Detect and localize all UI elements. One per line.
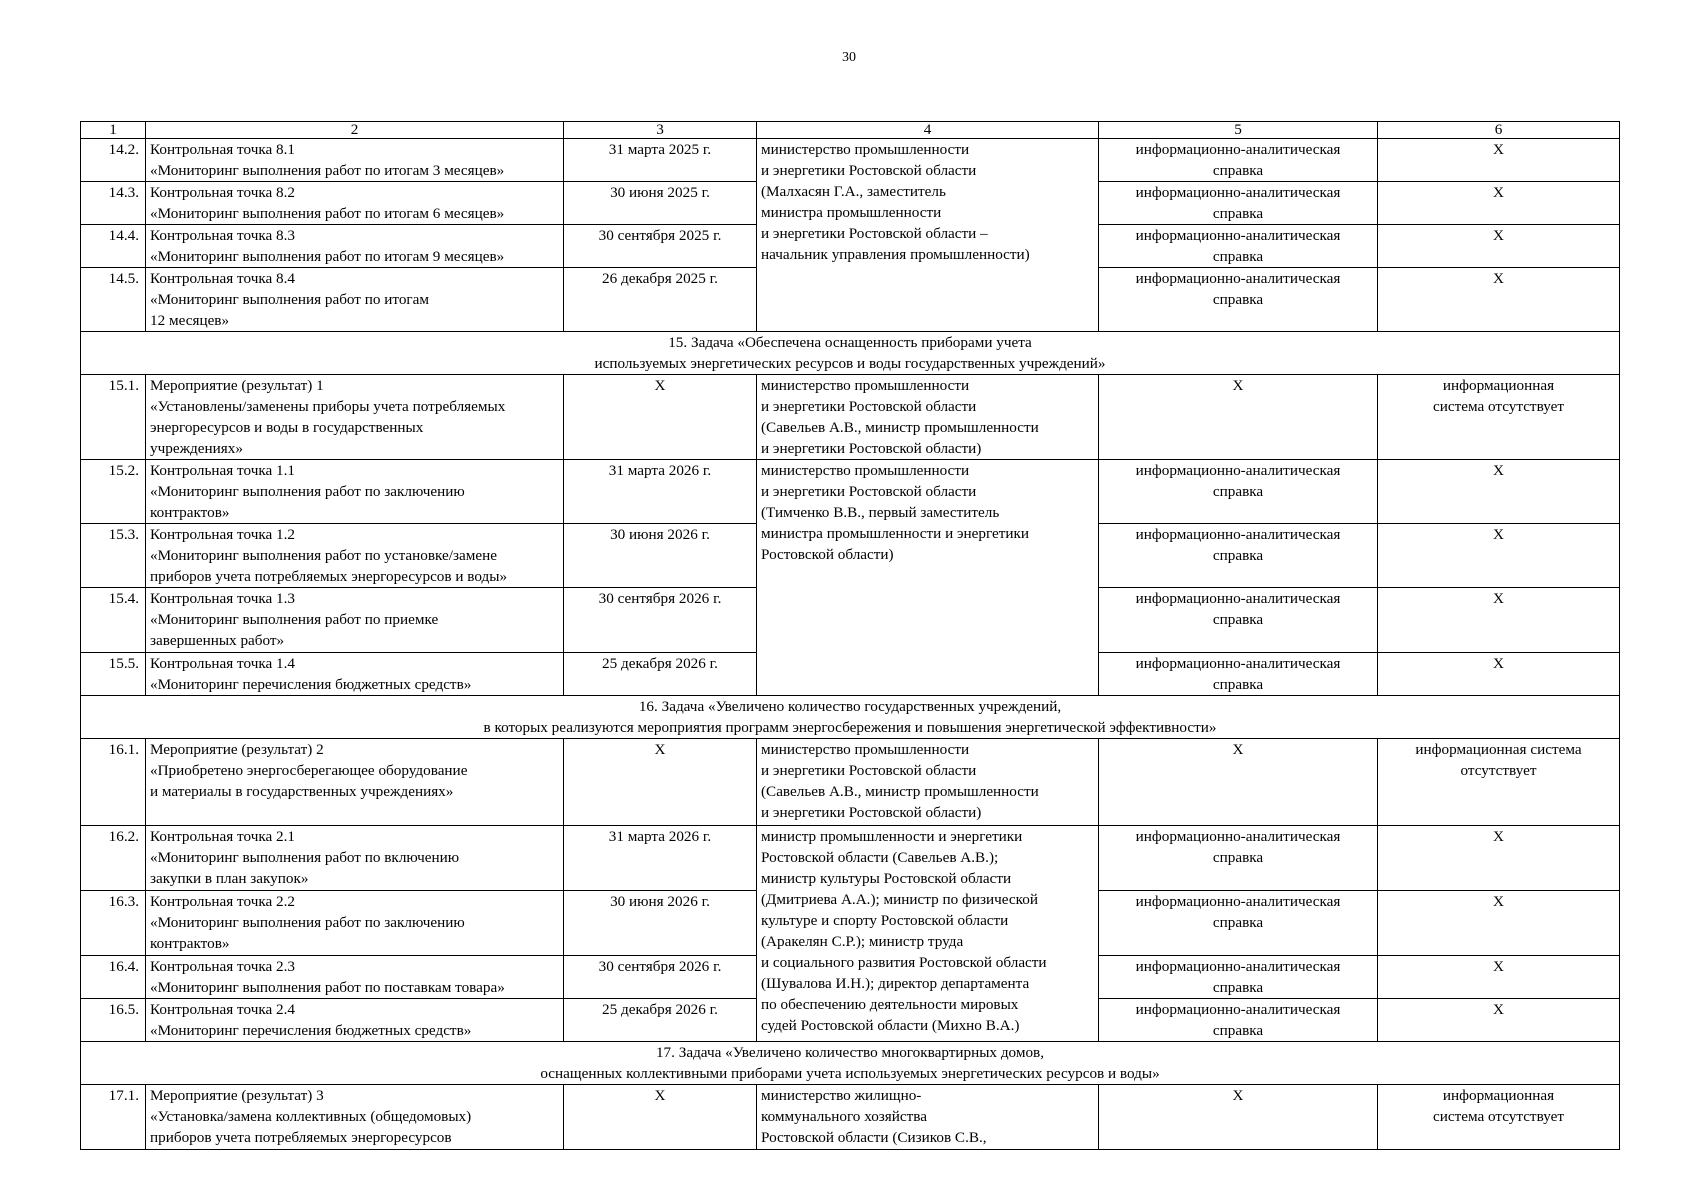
row-date: 25 декабря 2026 г.: [564, 999, 757, 1042]
implementation-plan-table: [80, 121, 1620, 1150]
table-row: [81, 739, 1620, 826]
row-name: Контрольная точка 8.2 «Мониторинг выполнения работ по итогам 6 месяцев»: [146, 182, 564, 225]
row-info-system: информационная система отсутствует: [1378, 375, 1620, 460]
row-info-system: X: [1378, 182, 1620, 225]
row-name: Контрольная точка 2.1 «Мониторинг выполнения работ по включению закупки в план закупок»: [146, 826, 564, 891]
row-date: 30 июня 2026 г.: [564, 524, 757, 588]
header-cell: 5: [1099, 122, 1378, 139]
row-name: Мероприятие (результат) 2 «Приобретено энергосберегающее оборудование и материалы в государственных учреждениях»: [146, 739, 564, 826]
row-number: 14.2.: [81, 139, 146, 182]
task-row: [81, 696, 1620, 739]
row-date: 30 июня 2026 г.: [564, 891, 757, 956]
row-name: Контрольная точка 8.1 «Мониторинг выполнения работ по итогам 3 месяцев»: [146, 139, 564, 182]
row-document: информационно-аналитическая справка: [1099, 460, 1378, 524]
row-responsible: министерство промышленности и энергетики Ростовской области (Малхасян Г.А., заместитель министра промышленности и энергетики Ростовской области – начальник управления промышленности): [757, 139, 1099, 332]
row-date: X: [564, 375, 757, 460]
table-row: [81, 460, 1620, 524]
table-row: [81, 375, 1620, 460]
row-name: Контрольная точка 2.4 «Мониторинг перечисления бюджетных средств»: [146, 999, 564, 1042]
row-info-system: X: [1378, 139, 1620, 182]
row-document: информационно-аналитическая справка: [1099, 588, 1378, 653]
row-info-system: X: [1378, 225, 1620, 268]
page-number: 30: [842, 50, 856, 65]
column-number-header: [81, 122, 1620, 139]
task-heading: 16. Задача «Увеличено количество государственных учреждений, в которых реализуются мероприятия программ энергосбережения и повышения энергетической эффективности»: [81, 696, 1620, 739]
row-info-system: X: [1378, 999, 1620, 1042]
row-number: 14.5.: [81, 268, 146, 332]
row-name: Мероприятие (результат) 1 «Установлены/заменены приборы учета потребляемых энергоресурсов и воды в государственных учреждениях»: [146, 375, 564, 460]
header-cell: 3: [564, 122, 757, 139]
row-info-system: X: [1378, 268, 1620, 332]
row-name: Контрольная точка 8.3 «Мониторинг выполнения работ по итогам 9 месяцев»: [146, 225, 564, 268]
row-date: X: [564, 739, 757, 826]
row-date: 25 декабря 2026 г.: [564, 653, 757, 696]
row-name: Контрольная точка 2.3 «Мониторинг выполнения работ по поставкам товара»: [146, 956, 564, 999]
row-info-system: X: [1378, 826, 1620, 891]
row-number: 16.4.: [81, 956, 146, 999]
row-date: 31 марта 2026 г.: [564, 826, 757, 891]
row-date: 30 сентября 2025 г.: [564, 225, 757, 268]
row-info-system: X: [1378, 460, 1620, 524]
row-document: информационно-аналитическая справка: [1099, 891, 1378, 956]
header-cell: 1: [81, 122, 146, 139]
row-number: 15.2.: [81, 460, 146, 524]
row-document: информационно-аналитическая справка: [1099, 182, 1378, 225]
row-document: информационно-аналитическая справка: [1099, 653, 1378, 696]
row-info-system: X: [1378, 524, 1620, 588]
header-cell: 4: [757, 122, 1099, 139]
row-date: 31 марта 2025 г.: [564, 139, 757, 182]
row-document: информационно-аналитическая справка: [1099, 956, 1378, 999]
row-name: Мероприятие (результат) 3 «Установка/замена коллективных (общедомовых) приборов учета потребляемых энергоресурсов: [146, 1085, 564, 1150]
task-row: [81, 332, 1620, 375]
header-cell: 6: [1378, 122, 1620, 139]
row-responsible: министерство промышленности и энергетики Ростовской области (Тимченко В.В., первый заместитель министра промышленности и энергетики Ростовской области): [757, 460, 1099, 696]
row-document: информационно-аналитическая справка: [1099, 524, 1378, 588]
row-number: 14.3.: [81, 182, 146, 225]
row-number: 16.5.: [81, 999, 146, 1042]
row-date: 30 сентября 2026 г.: [564, 588, 757, 653]
row-document: информационно-аналитическая справка: [1099, 268, 1378, 332]
row-document: X: [1099, 1085, 1378, 1150]
row-info-system: информационная система отсутствует: [1378, 739, 1620, 826]
row-number: 15.4.: [81, 588, 146, 653]
row-info-system: X: [1378, 653, 1620, 696]
row-responsible: министерство промышленности и энергетики Ростовской области (Савельев А.В., министр промышленности и энергетики Ростовской области): [757, 375, 1099, 460]
row-responsible: министерство жилищно- коммунального хозяйства Ростовской области (Сизиков С.В.,: [757, 1085, 1099, 1150]
row-responsible: министерство промышленности и энергетики Ростовской области (Савельев А.В., министр промышленности и энергетики Ростовской области): [757, 739, 1099, 826]
row-date: 30 сентября 2026 г.: [564, 956, 757, 999]
row-info-system: X: [1378, 588, 1620, 653]
table-row: [81, 1085, 1620, 1150]
row-date: 31 марта 2026 г.: [564, 460, 757, 524]
row-number: 14.4.: [81, 225, 146, 268]
row-number: 15.1.: [81, 375, 146, 460]
row-document: информационно-аналитическая справка: [1099, 826, 1378, 891]
row-info-system: X: [1378, 891, 1620, 956]
row-name: Контрольная точка 1.2 «Мониторинг выполнения работ по установке/замене приборов учета потребляемых энергоресурсов и воды»: [146, 524, 564, 588]
table-row: [81, 826, 1620, 891]
task-heading: 15. Задача «Обеспечена оснащенность приборами учета используемых энергетических ресурсов и воды государственных учреждений»: [81, 332, 1620, 375]
row-number: 16.1.: [81, 739, 146, 826]
row-name: Контрольная точка 8.4 «Мониторинг выполнения работ по итогам 12 месяцев»: [146, 268, 564, 332]
row-number: 17.1.: [81, 1085, 146, 1150]
row-name: Контрольная точка 1.4 «Мониторинг перечисления бюджетных средств»: [146, 653, 564, 696]
row-number: 15.5.: [81, 653, 146, 696]
row-document: X: [1099, 739, 1378, 826]
row-date: 30 июня 2025 г.: [564, 182, 757, 225]
row-date: 26 декабря 2025 г.: [564, 268, 757, 332]
table-row: [81, 139, 1620, 182]
row-number: 16.3.: [81, 891, 146, 956]
header-cell: 2: [146, 122, 564, 139]
row-document: информационно-аналитическая справка: [1099, 139, 1378, 182]
row-name: Контрольная точка 1.3 «Мониторинг выполнения работ по приемке завершенных работ»: [146, 588, 564, 653]
task-heading: 17. Задача «Увеличено количество многоквартирных домов, оснащенных коллективными приборами учета используемых энергетических ресурсов и воды»: [81, 1042, 1620, 1085]
row-number: 15.3.: [81, 524, 146, 588]
row-info-system: X: [1378, 956, 1620, 999]
row-document: X: [1099, 375, 1378, 460]
row-document: информационно-аналитическая справка: [1099, 999, 1378, 1042]
row-number: 16.2.: [81, 826, 146, 891]
row-date: X: [564, 1085, 757, 1150]
row-responsible: министр промышленности и энергетики Ростовской области (Савельев А.В.); министр культуры Ростовской области (Дмитриева А.А.); министр по физической культуре и спорту Ростовской области (Аракелян С.Р.); министр труда и социального развития Ростовской области (Шувалова И.Н.); директор департамента по обеспечению деятельности мировых судей Ростовской области (Михно В.А.): [757, 826, 1099, 1042]
row-info-system: информационная система отсутствует: [1378, 1085, 1620, 1150]
row-name: Контрольная точка 1.1 «Мониторинг выполнения работ по заключению контрактов»: [146, 460, 564, 524]
row-name: Контрольная точка 2.2 «Мониторинг выполнения работ по заключению контрактов»: [146, 891, 564, 956]
row-document: информационно-аналитическая справка: [1099, 225, 1378, 268]
task-row: [81, 1042, 1620, 1085]
